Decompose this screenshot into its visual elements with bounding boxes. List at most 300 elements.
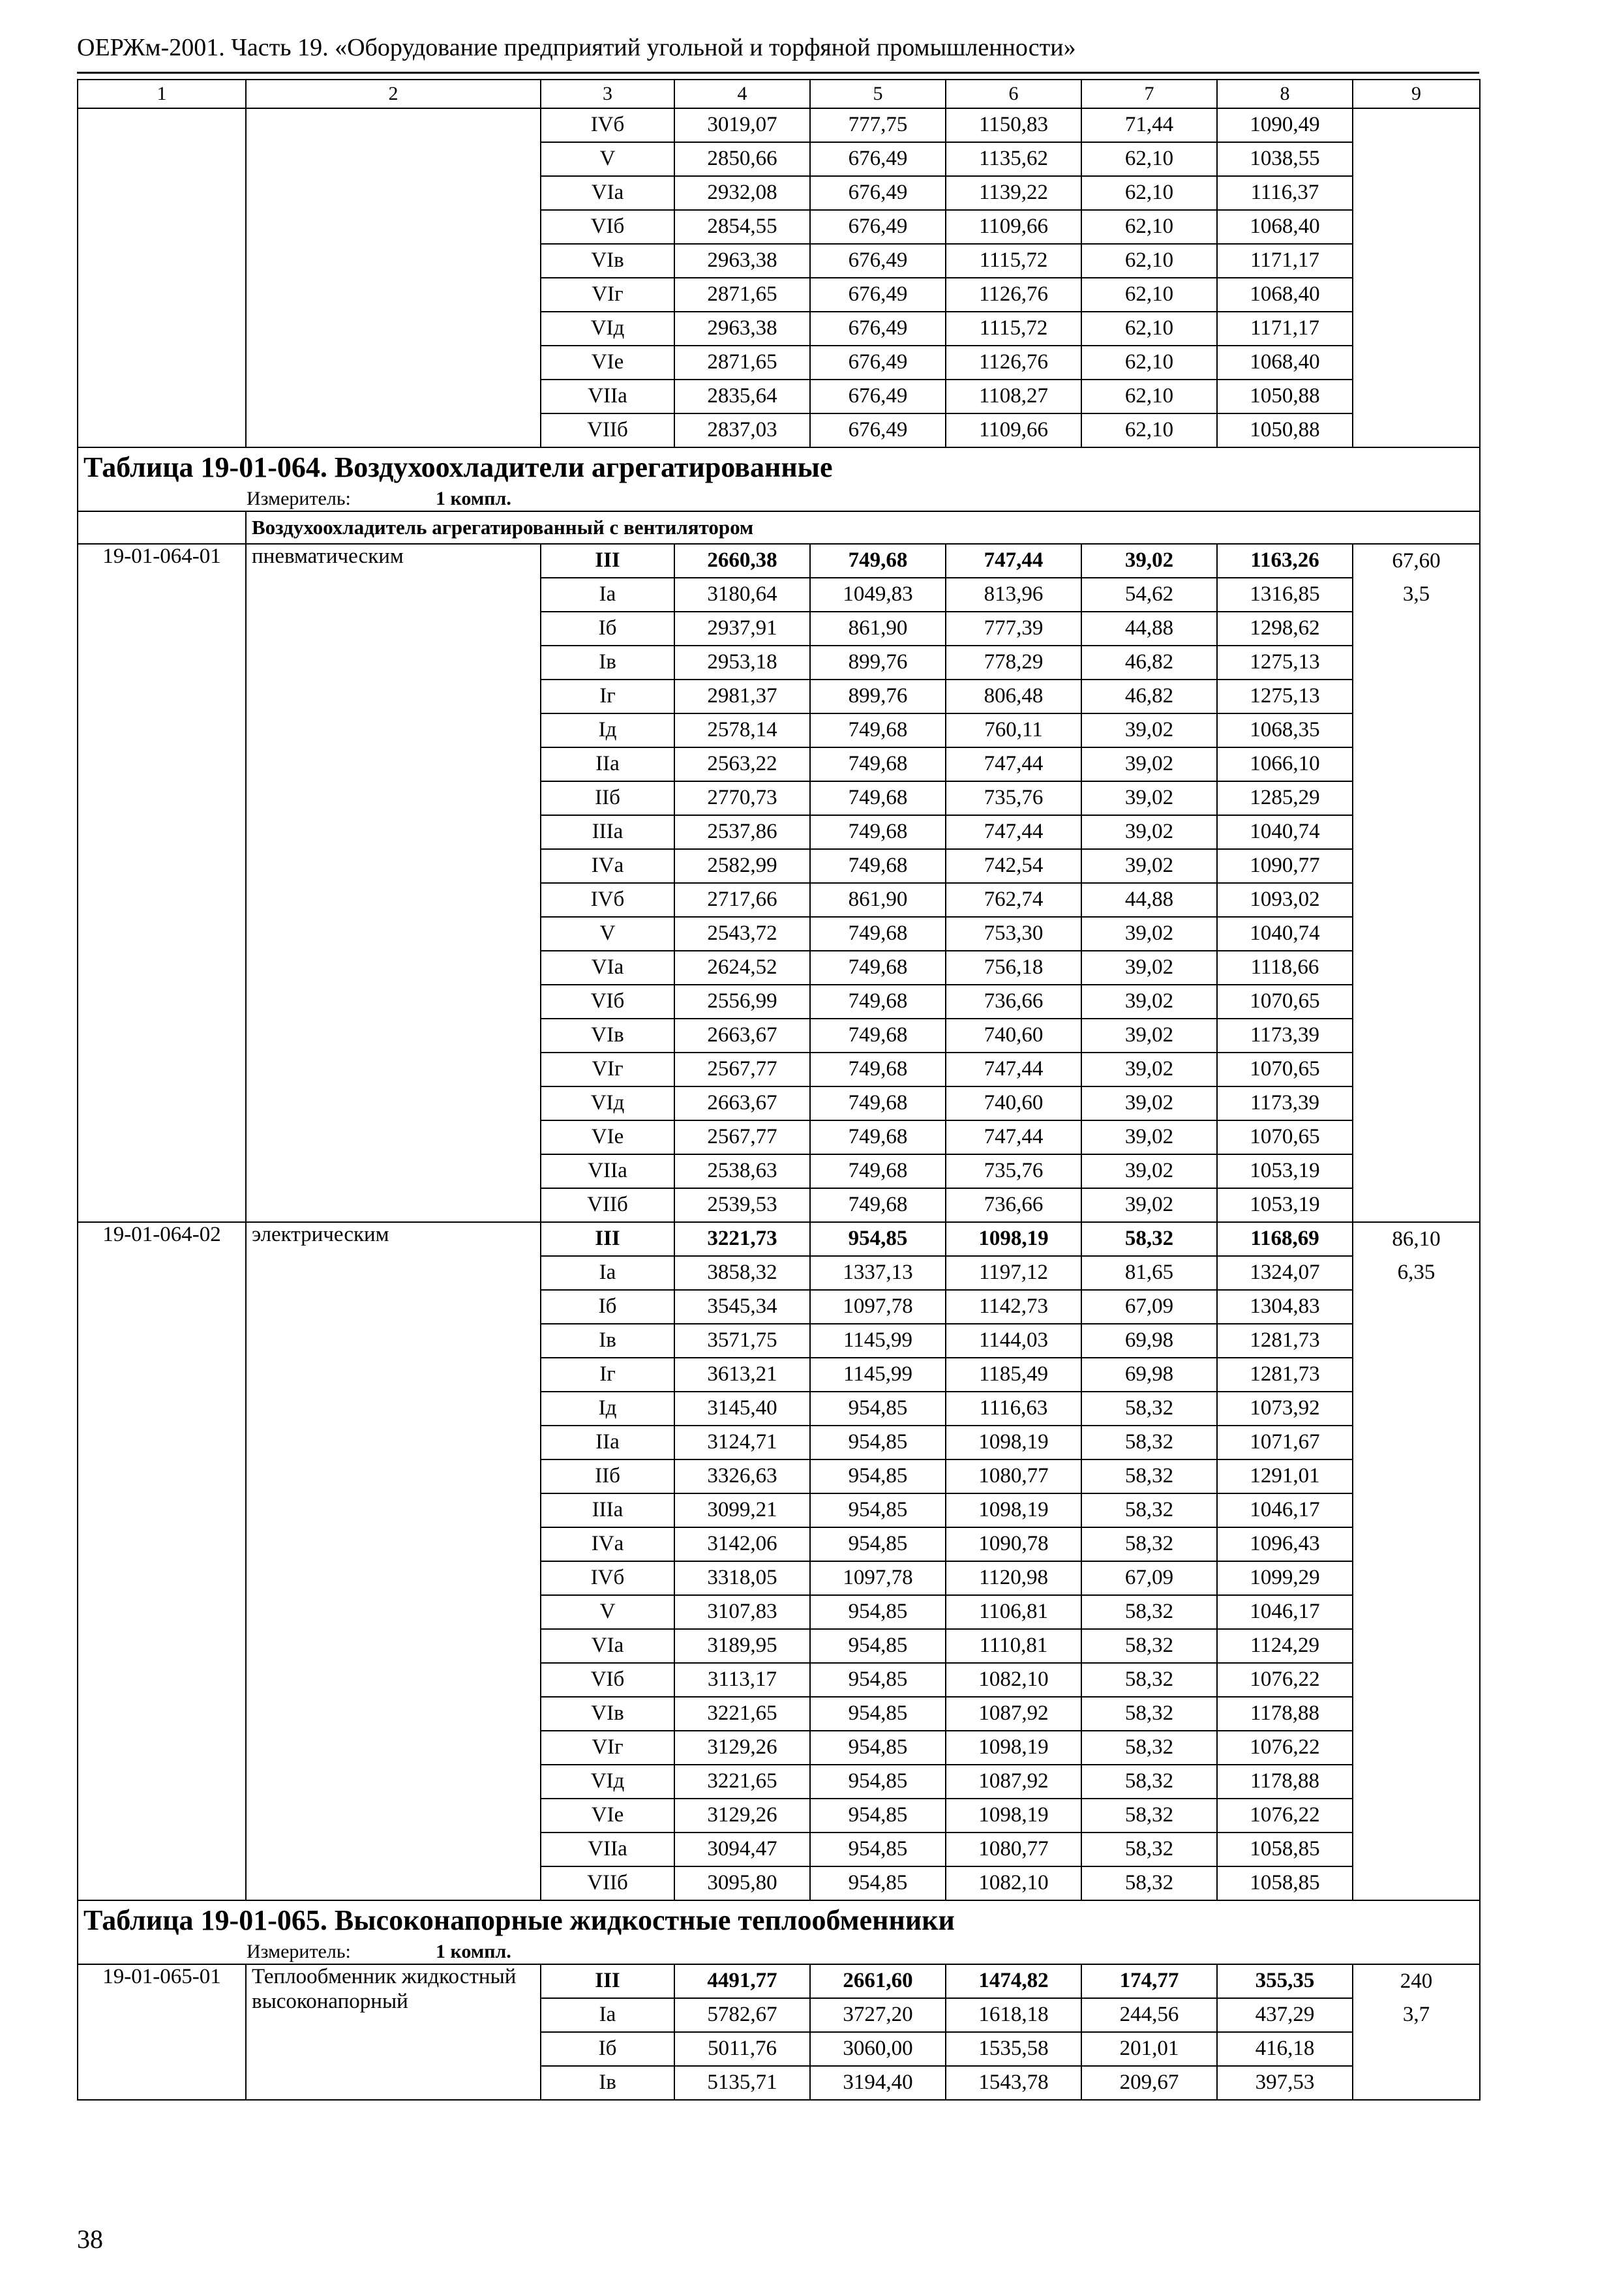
resource-cell: [1353, 612, 1480, 1222]
value-cell: 954,85: [810, 1866, 946, 1900]
zone-cell: Iг: [541, 1358, 674, 1392]
value-cell: 1304,83: [1217, 1290, 1353, 1324]
zone-cell: Iв: [541, 646, 674, 680]
value-cell: 954,85: [810, 1663, 946, 1697]
value-cell: 3129,26: [674, 1731, 810, 1765]
value-cell: 62,10: [1081, 380, 1217, 413]
value-cell: 3858,32: [674, 1256, 810, 1290]
value-cell: 2770,73: [674, 781, 810, 815]
resource-cell: [1353, 2032, 1480, 2100]
value-cell: 749,68: [810, 985, 946, 1019]
value-cell: 899,76: [810, 680, 946, 713]
table-title: Таблица 19-01-065. Высоконапорные жидкостные теплообменники: [78, 1900, 1480, 1940]
value-cell: 58,32: [1081, 1459, 1217, 1493]
value-cell: 39,02: [1081, 1086, 1217, 1120]
column-number: 3: [541, 80, 674, 108]
value-cell: 39,02: [1081, 747, 1217, 781]
value-cell: 1173,39: [1217, 1019, 1353, 1053]
code-cell: 19-01-065-01: [78, 1964, 246, 2100]
value-cell: 1068,40: [1217, 346, 1353, 380]
value-cell: 3221,65: [674, 1765, 810, 1799]
value-cell: 2537,86: [674, 815, 810, 849]
zone-cell: VIг: [541, 1053, 674, 1086]
column-number: 5: [810, 80, 946, 108]
value-cell: 201,01: [1081, 2032, 1217, 2066]
value-cell: 1070,65: [1217, 1120, 1353, 1154]
zone-cell: Iг: [541, 680, 674, 713]
table-row: [78, 544, 1480, 578]
zone-cell: VIе: [541, 1799, 674, 1833]
value-cell: 67,09: [1081, 1561, 1217, 1595]
value-cell: 1115,72: [946, 244, 1081, 278]
value-cell: 1535,58: [946, 2032, 1081, 2066]
rates-table: [77, 79, 1481, 2101]
resource-cell: [1353, 1290, 1480, 1900]
value-cell: 3129,26: [674, 1799, 810, 1833]
value-cell: 58,32: [1081, 1663, 1217, 1697]
value-cell: 749,68: [810, 1086, 946, 1120]
zone-cell: VIа: [541, 176, 674, 210]
value-cell: 749,68: [810, 747, 946, 781]
value-cell: 1093,02: [1217, 883, 1353, 917]
value-cell: 1185,49: [946, 1358, 1081, 1392]
zone-cell: VIе: [541, 1120, 674, 1154]
value-cell: 1124,29: [1217, 1629, 1353, 1663]
value-cell: 1082,10: [946, 1663, 1081, 1697]
value-cell: 1145,99: [810, 1324, 946, 1358]
value-cell: 54,62: [1081, 578, 1217, 612]
value-cell: 1087,92: [946, 1697, 1081, 1731]
value-cell: 71,44: [1081, 108, 1217, 142]
code-cell: 19-01-064-02: [78, 1222, 246, 1900]
zone-cell: VIв: [541, 1019, 674, 1053]
value-cell: 2539,53: [674, 1188, 810, 1222]
value-cell: 39,02: [1081, 917, 1217, 951]
value-cell: 58,32: [1081, 1426, 1217, 1459]
value-cell: 777,75: [810, 108, 946, 142]
name-cell: пневматическим: [246, 544, 541, 1222]
value-cell: 1082,10: [946, 1866, 1081, 1900]
value-cell: 760,11: [946, 713, 1081, 747]
value-cell: 39,02: [1081, 1120, 1217, 1154]
value-cell: 3194,40: [810, 2066, 946, 2100]
value-cell: 749,68: [810, 917, 946, 951]
value-cell: 244,56: [1081, 1998, 1217, 2032]
value-cell: 39,02: [1081, 544, 1217, 578]
value-cell: 1090,49: [1217, 108, 1353, 142]
value-cell: 62,10: [1081, 210, 1217, 244]
zone-cell: VIIб: [541, 413, 674, 447]
zone-cell: VIг: [541, 1731, 674, 1765]
value-cell: 3142,06: [674, 1527, 810, 1561]
zone-cell: V: [541, 917, 674, 951]
zone-cell: IVб: [541, 883, 674, 917]
zone-cell: III: [541, 1222, 674, 1256]
resource-cell: 3,5: [1353, 578, 1480, 612]
value-cell: 806,48: [946, 680, 1081, 713]
value-cell: 1046,17: [1217, 1493, 1353, 1527]
value-cell: 2953,18: [674, 646, 810, 680]
zone-cell: V: [541, 1595, 674, 1629]
value-cell: 1080,77: [946, 1459, 1081, 1493]
value-cell: 3107,83: [674, 1595, 810, 1629]
column-number: 7: [1081, 80, 1217, 108]
zone-cell: VIIб: [541, 1188, 674, 1222]
value-cell: 1543,78: [946, 2066, 1081, 2100]
value-cell: 1115,72: [946, 312, 1081, 346]
value-cell: 2538,63: [674, 1154, 810, 1188]
zone-cell: VIг: [541, 278, 674, 312]
value-cell: 437,29: [1217, 1998, 1353, 2032]
value-cell: 3124,71: [674, 1426, 810, 1459]
table-title: Таблица 19-01-064. Воздухоохладители агрегатированные: [78, 447, 1480, 487]
value-cell: 1106,81: [946, 1595, 1081, 1629]
value-cell: 676,49: [810, 142, 946, 176]
value-cell: 39,02: [1081, 1053, 1217, 1086]
value-cell: 3727,20: [810, 1998, 946, 2032]
zone-cell: Iв: [541, 2066, 674, 2100]
zone-cell: IIб: [541, 781, 674, 815]
measure-label: Измеритель:: [247, 487, 351, 509]
value-cell: 2582,99: [674, 849, 810, 883]
value-cell: 1126,76: [946, 346, 1081, 380]
value-cell: 2543,72: [674, 917, 810, 951]
value-cell: 1173,39: [1217, 1086, 1353, 1120]
value-cell: 1076,22: [1217, 1731, 1353, 1765]
value-cell: 2850,66: [674, 142, 810, 176]
value-cell: 39,02: [1081, 713, 1217, 747]
value-cell: 735,76: [946, 1154, 1081, 1188]
zone-cell: Iб: [541, 612, 674, 646]
value-cell: 1474,82: [946, 1964, 1081, 1998]
name-cell: электрическим: [246, 1222, 541, 1900]
value-cell: 676,49: [810, 413, 946, 447]
value-cell: 740,60: [946, 1019, 1081, 1053]
zone-cell: Iд: [541, 1392, 674, 1426]
zone-cell: VIе: [541, 346, 674, 380]
value-cell: 749,68: [810, 713, 946, 747]
value-cell: 2567,77: [674, 1120, 810, 1154]
name-cell: [246, 108, 541, 447]
value-cell: 3180,64: [674, 578, 810, 612]
zone-cell: III: [541, 544, 674, 578]
value-cell: 861,90: [810, 612, 946, 646]
value-cell: 1285,29: [1217, 781, 1353, 815]
value-cell: 1098,19: [946, 1493, 1081, 1527]
value-cell: 46,82: [1081, 646, 1217, 680]
value-cell: 1070,65: [1217, 1053, 1353, 1086]
value-cell: 1291,01: [1217, 1459, 1353, 1493]
value-cell: 747,44: [946, 1053, 1081, 1086]
value-cell: 954,85: [810, 1493, 946, 1527]
value-cell: 1316,85: [1217, 578, 1353, 612]
value-cell: 954,85: [810, 1527, 946, 1561]
zone-cell: IIа: [541, 747, 674, 781]
value-cell: 46,82: [1081, 680, 1217, 713]
value-cell: 2854,55: [674, 210, 810, 244]
value-cell: 1275,13: [1217, 680, 1353, 713]
value-cell: 861,90: [810, 883, 946, 917]
value-cell: 58,32: [1081, 1493, 1217, 1527]
value-cell: 1145,99: [810, 1358, 946, 1392]
zone-cell: V: [541, 142, 674, 176]
column-number: 8: [1217, 80, 1353, 108]
value-cell: 1076,22: [1217, 1663, 1353, 1697]
value-cell: 2871,65: [674, 278, 810, 312]
value-cell: 1178,88: [1217, 1697, 1353, 1731]
page-header: ОЕРЖм-2001. Часть 19. «Оборудование предприятий угольной и торфяной промышленности»: [77, 34, 1076, 61]
table-title-row: [78, 447, 1480, 487]
value-cell: 3094,47: [674, 1833, 810, 1866]
value-cell: 954,85: [810, 1765, 946, 1799]
value-cell: 749,68: [810, 544, 946, 578]
value-cell: 954,85: [810, 1731, 946, 1765]
value-cell: 1108,27: [946, 380, 1081, 413]
zone-cell: IIб: [541, 1459, 674, 1493]
value-cell: 1144,03: [946, 1324, 1081, 1358]
value-cell: 1163,26: [1217, 544, 1353, 578]
value-cell: 1324,07: [1217, 1256, 1353, 1290]
value-cell: 1116,37: [1217, 176, 1353, 210]
value-cell: 954,85: [810, 1426, 946, 1459]
value-cell: 62,10: [1081, 346, 1217, 380]
value-cell: 1109,66: [946, 210, 1081, 244]
value-cell: 2981,37: [674, 680, 810, 713]
table-title-row: [78, 1900, 1480, 1940]
measure-value: 1 компл.: [436, 1940, 511, 1962]
subtitle: Воздухоохладитель агрегатированный с вентилятором: [246, 511, 1480, 544]
zone-cell: IIIа: [541, 815, 674, 849]
value-cell: 1090,78: [946, 1527, 1081, 1561]
value-cell: 954,85: [810, 1697, 946, 1731]
zone-cell: VIIб: [541, 1866, 674, 1900]
value-cell: 676,49: [810, 244, 946, 278]
value-cell: 1135,62: [946, 142, 1081, 176]
value-cell: 742,54: [946, 849, 1081, 883]
zone-cell: VIв: [541, 1697, 674, 1731]
value-cell: 1097,78: [810, 1561, 946, 1595]
zone-cell: Iа: [541, 1256, 674, 1290]
zone-cell: III: [541, 1964, 674, 1998]
value-cell: 2661,60: [810, 1964, 946, 1998]
value-cell: 58,32: [1081, 1222, 1217, 1256]
value-cell: 5135,71: [674, 2066, 810, 2100]
value-cell: 58,32: [1081, 1392, 1217, 1426]
value-cell: 1171,17: [1217, 312, 1353, 346]
value-cell: 1058,85: [1217, 1833, 1353, 1866]
value-cell: 39,02: [1081, 815, 1217, 849]
value-cell: 954,85: [810, 1799, 946, 1833]
page-number: 38: [77, 2224, 103, 2254]
header-divider: [77, 72, 1479, 74]
value-cell: 1053,19: [1217, 1188, 1353, 1222]
value-cell: 1337,13: [810, 1256, 946, 1290]
code-cell: [78, 108, 246, 447]
value-cell: 954,85: [810, 1833, 946, 1866]
value-cell: 1275,13: [1217, 646, 1353, 680]
value-cell: 1281,73: [1217, 1324, 1353, 1358]
value-cell: 4491,77: [674, 1964, 810, 1998]
value-cell: 81,65: [1081, 1256, 1217, 1290]
value-cell: 1197,12: [946, 1256, 1081, 1290]
column-number: 6: [946, 80, 1081, 108]
value-cell: 1058,85: [1217, 1866, 1353, 1900]
value-cell: 5011,76: [674, 2032, 810, 2066]
resource-cell: 6,35: [1353, 1256, 1480, 1290]
value-cell: 2937,91: [674, 612, 810, 646]
value-cell: 749,68: [810, 815, 946, 849]
value-cell: 676,49: [810, 380, 946, 413]
value-cell: 62,10: [1081, 244, 1217, 278]
value-cell: 39,02: [1081, 985, 1217, 1019]
zone-cell: IIа: [541, 1426, 674, 1459]
value-cell: 62,10: [1081, 142, 1217, 176]
zone-cell: Iб: [541, 2032, 674, 2066]
value-cell: 58,32: [1081, 1527, 1217, 1561]
zone-cell: VIIа: [541, 380, 674, 413]
value-cell: 3099,21: [674, 1493, 810, 1527]
value-cell: 813,96: [946, 578, 1081, 612]
value-cell: 749,68: [810, 1053, 946, 1086]
value-cell: 747,44: [946, 815, 1081, 849]
value-cell: 2963,38: [674, 244, 810, 278]
value-cell: 747,44: [946, 747, 1081, 781]
value-cell: 736,66: [946, 985, 1081, 1019]
zone-cell: VIа: [541, 951, 674, 985]
value-cell: 676,49: [810, 210, 946, 244]
value-cell: 67,09: [1081, 1290, 1217, 1324]
value-cell: 58,32: [1081, 1629, 1217, 1663]
value-cell: 1040,74: [1217, 917, 1353, 951]
value-cell: 39,02: [1081, 1188, 1217, 1222]
value-cell: 3145,40: [674, 1392, 810, 1426]
value-cell: 397,53: [1217, 2066, 1353, 2100]
value-cell: 58,32: [1081, 1697, 1217, 1731]
value-cell: 1066,10: [1217, 747, 1353, 781]
value-cell: 747,44: [946, 1120, 1081, 1154]
value-cell: 1281,73: [1217, 1358, 1353, 1392]
resource-cell: 86,10: [1353, 1222, 1480, 1256]
value-cell: 676,49: [810, 312, 946, 346]
measure-row: [78, 1940, 1480, 1964]
zone-cell: Iб: [541, 1290, 674, 1324]
value-cell: 2663,67: [674, 1019, 810, 1053]
resource-cell: [1353, 108, 1480, 447]
value-cell: 2835,64: [674, 380, 810, 413]
value-cell: 209,67: [1081, 2066, 1217, 2100]
value-cell: 1116,63: [946, 1392, 1081, 1426]
value-cell: 1126,76: [946, 278, 1081, 312]
value-cell: 62,10: [1081, 413, 1217, 447]
value-cell: 676,49: [810, 278, 946, 312]
value-cell: 1040,74: [1217, 815, 1353, 849]
value-cell: 3113,17: [674, 1663, 810, 1697]
zone-cell: IVб: [541, 108, 674, 142]
zone-cell: VIIа: [541, 1833, 674, 1866]
value-cell: 1046,17: [1217, 1595, 1353, 1629]
value-cell: 1098,19: [946, 1799, 1081, 1833]
value-cell: 954,85: [810, 1392, 946, 1426]
value-cell: 2567,77: [674, 1053, 810, 1086]
value-cell: 2932,08: [674, 176, 810, 210]
value-cell: 2717,66: [674, 883, 810, 917]
value-cell: 1139,22: [946, 176, 1081, 210]
value-cell: 1120,98: [946, 1561, 1081, 1595]
value-cell: 3613,21: [674, 1358, 810, 1392]
value-cell: 2563,22: [674, 747, 810, 781]
value-cell: 3221,73: [674, 1222, 810, 1256]
value-cell: 1076,22: [1217, 1799, 1353, 1833]
value-cell: 2578,14: [674, 713, 810, 747]
value-cell: 2871,65: [674, 346, 810, 380]
value-cell: 69,98: [1081, 1324, 1217, 1358]
value-cell: 355,35: [1217, 1964, 1353, 1998]
table-row: [78, 1222, 1480, 1256]
value-cell: 3189,95: [674, 1629, 810, 1663]
value-cell: 954,85: [810, 1222, 946, 1256]
value-cell: 756,18: [946, 951, 1081, 985]
value-cell: 2663,67: [674, 1086, 810, 1120]
value-cell: 1178,88: [1217, 1765, 1353, 1799]
subtitle-spacer: [78, 511, 246, 544]
value-cell: 1087,92: [946, 1765, 1081, 1799]
zone-cell: VIб: [541, 985, 674, 1019]
value-cell: 58,32: [1081, 1731, 1217, 1765]
zone-cell: VIб: [541, 1663, 674, 1697]
value-cell: 1068,40: [1217, 278, 1353, 312]
value-cell: 2660,38: [674, 544, 810, 578]
value-cell: 3545,34: [674, 1290, 810, 1324]
value-cell: 740,60: [946, 1086, 1081, 1120]
value-cell: 2837,03: [674, 413, 810, 447]
measure-cell: [78, 1940, 1480, 1964]
value-cell: 749,68: [810, 1019, 946, 1053]
value-cell: 954,85: [810, 1595, 946, 1629]
measure-value: 1 компл.: [436, 487, 511, 509]
value-cell: 2963,38: [674, 312, 810, 346]
value-cell: 3318,05: [674, 1561, 810, 1595]
column-number: 1: [78, 80, 246, 108]
value-cell: 899,76: [810, 646, 946, 680]
value-cell: 39,02: [1081, 1019, 1217, 1053]
value-cell: 735,76: [946, 781, 1081, 815]
resource-cell: 3,7: [1353, 1998, 1480, 2032]
value-cell: 3326,63: [674, 1459, 810, 1493]
value-cell: 676,49: [810, 346, 946, 380]
value-cell: 3571,75: [674, 1324, 810, 1358]
zone-cell: IVа: [541, 849, 674, 883]
value-cell: 62,10: [1081, 278, 1217, 312]
value-cell: 747,44: [946, 544, 1081, 578]
zone-cell: Iа: [541, 578, 674, 612]
value-cell: 762,74: [946, 883, 1081, 917]
value-cell: 777,39: [946, 612, 1081, 646]
value-cell: 1049,83: [810, 578, 946, 612]
value-cell: 62,10: [1081, 176, 1217, 210]
value-cell: 1070,65: [1217, 985, 1353, 1019]
zone-cell: Iв: [541, 1324, 674, 1358]
value-cell: 1171,17: [1217, 244, 1353, 278]
column-number-row: [78, 80, 1480, 108]
resource-cell: 240: [1353, 1964, 1480, 1998]
zone-cell: IIIа: [541, 1493, 674, 1527]
value-cell: 58,32: [1081, 1833, 1217, 1866]
value-cell: 749,68: [810, 849, 946, 883]
value-cell: 749,68: [810, 1120, 946, 1154]
zone-cell: VIв: [541, 244, 674, 278]
value-cell: 1109,66: [946, 413, 1081, 447]
zone-cell: VIд: [541, 1086, 674, 1120]
